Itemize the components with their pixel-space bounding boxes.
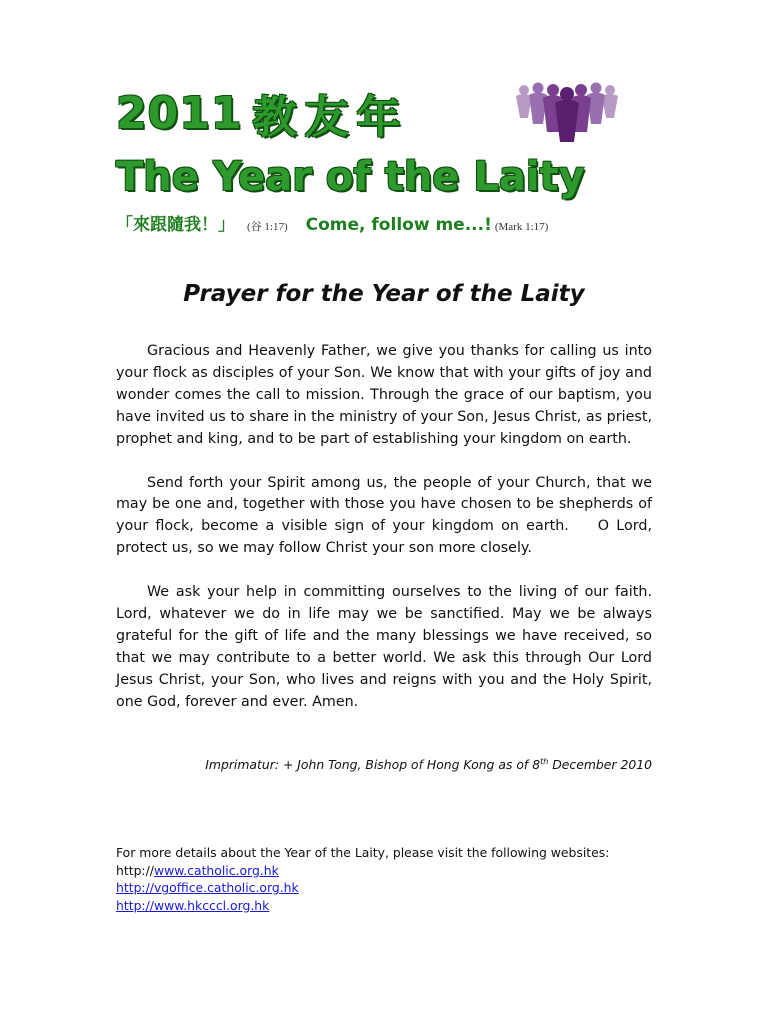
banner-english-motto: Come, follow me...! [305,215,492,235]
link-vgoffice[interactable]: http://vgoffice.catholic.org.hk [116,880,299,896]
banner-cjk-motto: 「來跟隨我！」 [116,215,235,235]
imprimatur-line [116,757,652,772]
prayer-paragraph: We ask your help in committing ourselves to the living of our faith. Lord, whatever we do in life may we be sanctified. May we be always grateful for the gift of life and the many blessings we have received, so that we may contribute to a better world. We ask this through Our Lord Jesus Christ, your Son, who lives and reigns with you and the Holy Spirit, one God, forever and ever. Amen. [116,584,652,710]
link-prefix: http:// [116,862,154,878]
footer-link-row [116,862,676,880]
banner-english-motto-reference: (Mark 1:17) [494,221,549,233]
imprimatur-superscript: th [540,757,549,766]
footer-links [116,844,676,914]
banner-motto-line [116,210,656,236]
banner-cjk-motto-reference: (谷 1:17) [247,221,288,233]
document-title: Prayer for the Year of the Laity [183,281,585,307]
people-circle-logo-icon [512,78,622,144]
banner-headline [116,78,516,148]
year-of-laity-banner [116,78,656,238]
banner-cjk-title: 教友年 [252,92,409,143]
banner-year: 2011 [116,87,243,139]
banner-english-title: The Year of the Laity [116,154,585,200]
footer-intro: For more details about the Year of the Laity, please visit the following websites: [116,845,610,860]
imprimatur-suffix: December 2010 [548,757,652,773]
prayer-body [116,341,657,736]
prayer-paragraph: Send forth your Spirit among us, the people of your Church, that we may be one and, together with those you have chosen to be shepherds of your flock, become a visible sign of your kingdom on earth. O Lord, protect us, so we may follow Christ your son more closely. [116,474,657,557]
footer-link-row [116,879,676,897]
link-catholic-org-hk[interactable]: www.catholic.org.hk [153,862,279,878]
footer-link-row [116,897,676,915]
prayer-paragraph: Gracious and Heavenly Father, we give you thanks for calling us into your flock as disciples of your Son. We know that with your gifts of joy and wonder comes the call to mission. Through the grace of our baptism, you have invited us to share in the ministry of your Son, Jesus Christ, as priest, prophet and king, and to be part of establishing your kingdom on earth. [116,343,652,447]
link-hkcccl[interactable]: http://www.hkcccl.org.hk [116,897,270,913]
imprimatur-prefix: Imprimatur: + John Tong, Bishop of Hong Kong as of 8 [205,757,541,773]
